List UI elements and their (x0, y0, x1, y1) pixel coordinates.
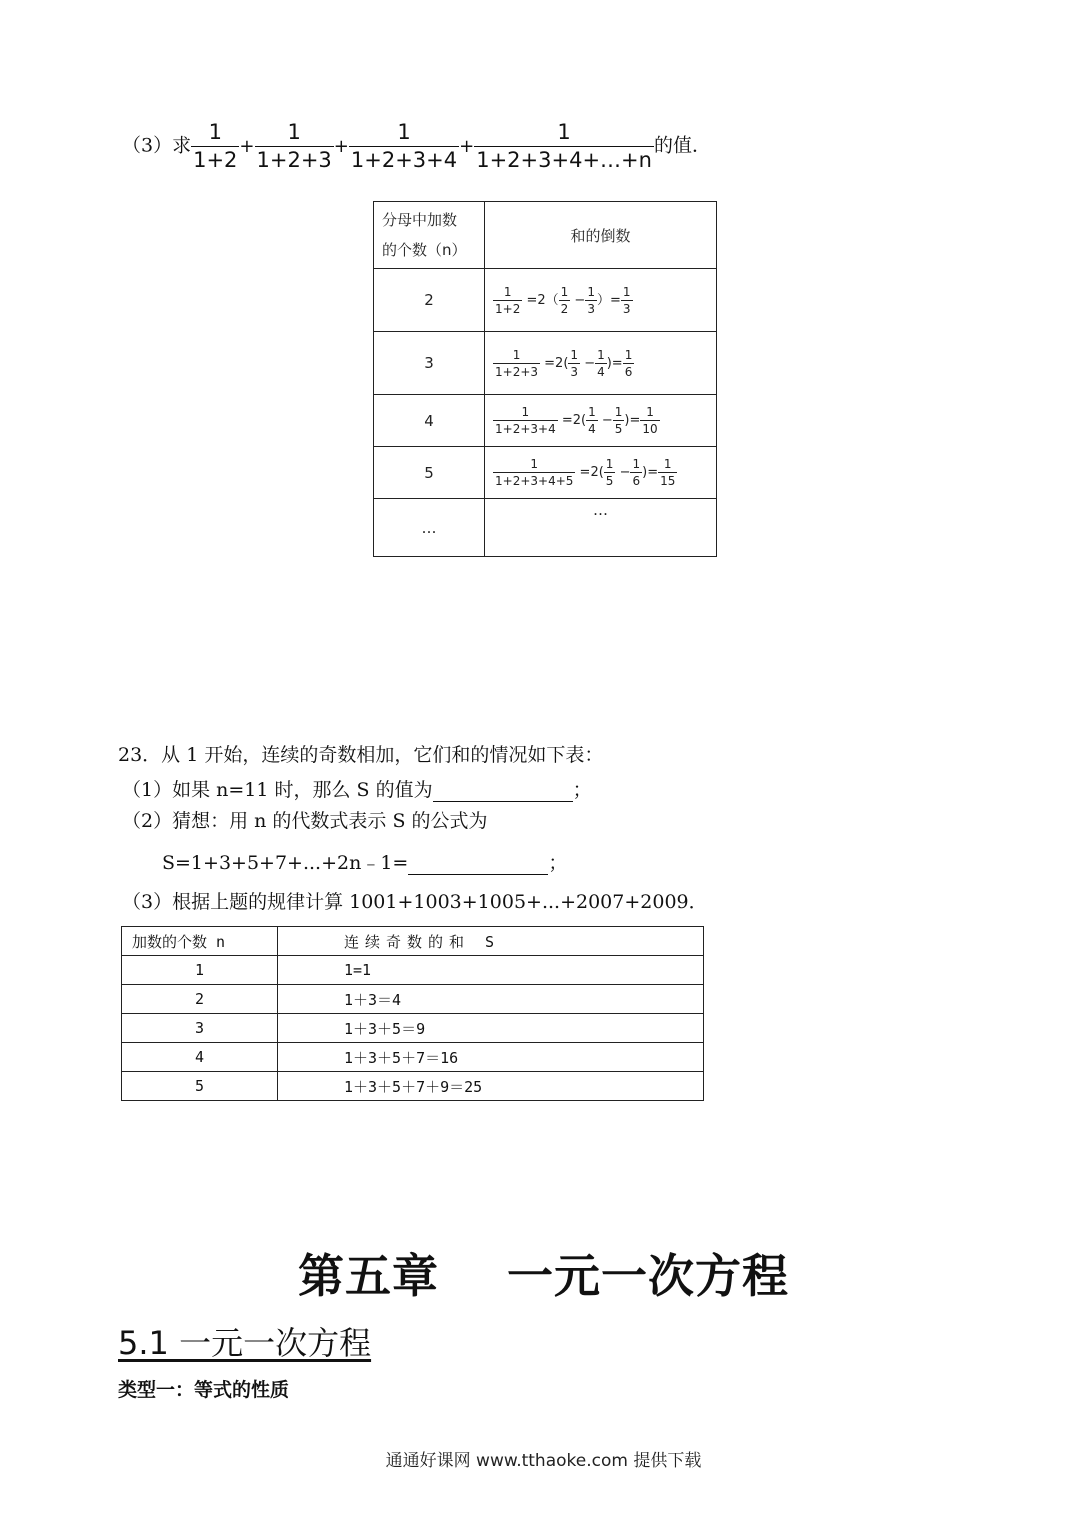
table-row: 1 1=1 (122, 956, 704, 985)
type-heading: 类型一：等式的性质 (118, 1379, 290, 1401)
plus-sign: + (333, 136, 349, 157)
q3-suffix: 的值． (653, 134, 711, 157)
n-cell: 2 (374, 269, 485, 332)
q23-part-3: （3）根据上题的规律计算 1001+1003+1005+...+2007+2009． (122, 891, 708, 913)
table-row (374, 499, 717, 557)
header-count-cell: 加数的个数 n (122, 927, 278, 956)
plus-sign: + (239, 136, 255, 157)
n-cell: 5 (374, 447, 485, 499)
table-row (374, 395, 717, 447)
section-title: 5.1 一元一次方程 (118, 1324, 372, 1362)
chapter-name: 一元一次方程 (507, 1249, 789, 1303)
table-row (374, 332, 717, 395)
table-row: 2 1＋3＝4 (122, 985, 704, 1014)
question-3-expression (122, 122, 711, 171)
equation-cell: $\frac{1}{1+2+3+4}$ =2( $\frac{1}{4}$ − $\frac{1}{5}$ )= $\frac{1}{10}$ (485, 395, 717, 447)
table-header-row (122, 927, 704, 956)
fraction-term-3: $\frac{1}{1+2+3+4}$ (350, 120, 458, 172)
n-cell: 3 (374, 332, 485, 395)
chapter-title (0, 1240, 1087, 1306)
odd-sum-table (121, 926, 704, 1101)
table-row (374, 269, 717, 332)
table-header-row (374, 202, 717, 269)
table-row: 5 1＋3＋5＋7＋9＝25 (122, 1072, 704, 1101)
q23-part-2: （2）猜想：用 n 的代数式表示 S 的公式为 (122, 810, 488, 832)
n-cell: 4 (374, 395, 485, 447)
equation-cell: … (485, 499, 717, 557)
equation-cell: $\frac{1}{1+2+3+4+5}$ =2( $\frac{1}{5}$ − $\frac{1}{6}$ )= $\frac{1}{15}$ (485, 447, 717, 499)
footer-text: 通通好课网 www.tthaoke.com 提供下载 (385, 1451, 702, 1471)
equation-cell: $\frac{1}{1+2+3}$ =2( $\frac{1}{3}$ − $\frac{1}{4}$ )= $\frac{1}{6}$ (485, 332, 717, 395)
header-sum-cell: 连续奇数的和 S (278, 927, 704, 956)
fraction-term-n: $\frac{1}{1+2+3+4+\dots+n}$ (476, 120, 652, 172)
table-row (374, 447, 717, 499)
table-row: 4 1＋3＋5＋7＝16 (122, 1043, 704, 1072)
q23-formula: S=1+3+5+7+...+2n﹣1= ； (162, 852, 568, 874)
n-cell: … (374, 499, 485, 557)
plus-sign: + (459, 136, 475, 157)
q23-part-1: （1）如果 n=11 时，那么 S 的值为 ； (122, 779, 592, 801)
q3-prefix: （3）求 (122, 134, 192, 157)
answer-blank (408, 852, 548, 875)
answer-blank (433, 779, 573, 802)
table-row: 3 1＋3＋5＝9 (122, 1014, 704, 1043)
equation-cell: $\frac{1}{1+2}$ =2（ $\frac{1}{2}$ − $\frac{1}{3}$ ）= $\frac{1}{3}$ (485, 269, 717, 332)
header-count-cell: 分母中加数 的个数（n） (374, 202, 485, 269)
header-reciprocal-cell: 和的倒数 (485, 202, 717, 269)
q23-intro: 23．从 1 开始，连续的奇数相加，它们和的情况如下表： (118, 744, 604, 766)
fraction-term-2: $\frac{1}{1+2+3}$ (256, 120, 332, 172)
chapter-number: 第五章 (298, 1249, 439, 1303)
fraction-term-1: $\frac{1}{1+2}$ (193, 120, 238, 172)
reciprocal-sum-table (373, 201, 717, 557)
